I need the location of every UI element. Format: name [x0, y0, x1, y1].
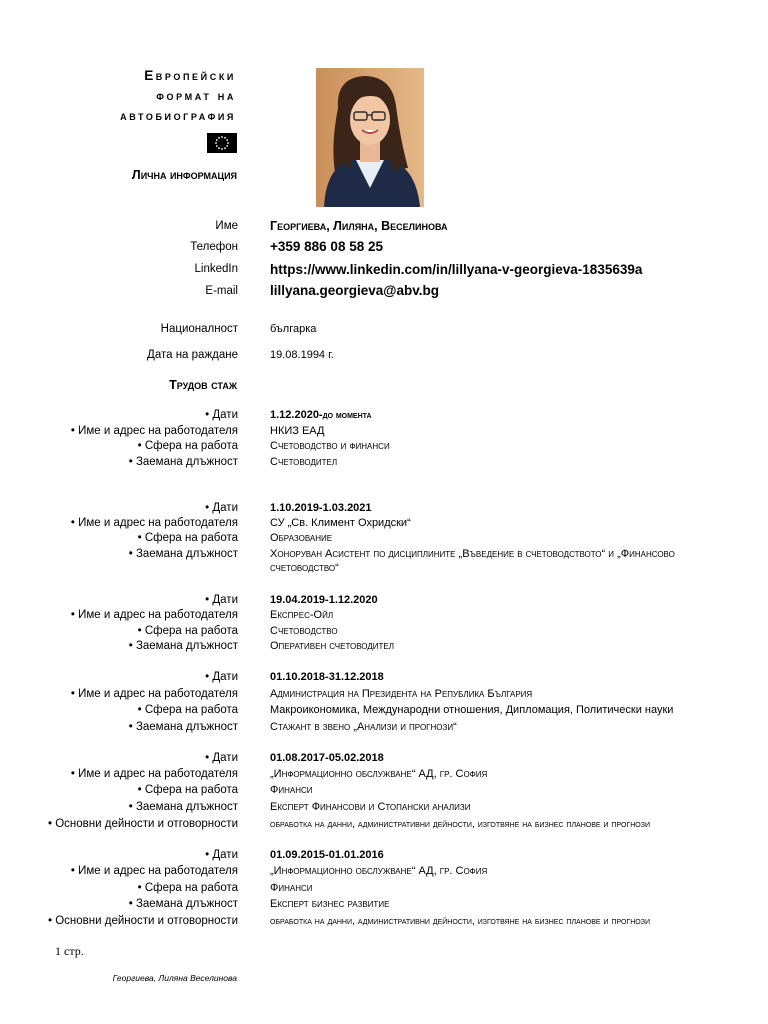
label-duties: • Основни дейности и отговорности	[48, 915, 238, 927]
value-nationality: българка	[270, 323, 317, 335]
label-employer: • Име и адрес на работодателя	[70, 688, 238, 700]
job-sector: Финанси	[270, 784, 313, 796]
job-sector: Счетоводство и финанси	[270, 440, 390, 452]
job-employer: Администрация на Президента на Република България	[270, 688, 533, 700]
label-phone: Телефон	[190, 241, 238, 253]
job-dates-start: 1.12.2020-	[270, 409, 323, 421]
page-number: 1 стр.	[55, 944, 84, 958]
job-sector: Счетоводство	[270, 625, 338, 637]
job-position: Счетоводител	[270, 456, 338, 468]
label-sector: • Сфера на работа	[137, 882, 238, 894]
label-birthdate: Дата на раждане	[147, 349, 238, 361]
job-dates: 01.08.2017-05.02.2018	[270, 752, 384, 764]
label-dates: • Дати	[205, 671, 238, 683]
label-sector: • Сфера на работа	[137, 784, 238, 796]
label-employer: • Име и адрес на работодателя	[70, 425, 238, 437]
job-position: Хоноруван Асистент по дисциплините „Въведение в счетоводството“ и „Финансово счетоводство“	[270, 548, 675, 574]
job-employer: „Информационно обслужване“ АД, гр. София	[270, 865, 488, 877]
job-dates	[270, 408, 372, 423]
label-position: • Заемана длъжност	[128, 640, 238, 652]
label-dates: • Дати	[205, 502, 238, 514]
job-dates-suffix: до момента	[322, 410, 372, 421]
document-header	[70, 66, 236, 126]
job-position: Експерт Финансови и Стопански анализи	[270, 801, 471, 813]
label-name: Име	[215, 220, 238, 232]
job-dates: 1.10.2019-1.03.2021	[270, 502, 372, 514]
job-sector: Макроикономика, Международни отношения, Дипломация, Политически науки	[270, 704, 674, 716]
job-dates: 01.10.2018-31.12.2018	[270, 671, 384, 683]
label-employer: • Име и адрес на работодателя	[70, 865, 238, 877]
job-employer: НКИЗ ЕАД	[270, 425, 325, 437]
label-sector: • Сфера на работа	[137, 704, 238, 716]
label-position: • Заемана длъжност	[128, 898, 238, 910]
value-birthdate: 19.08.1994 г.	[270, 349, 334, 361]
job-employer: Експрес-Ойл	[270, 609, 334, 621]
job-duties: обработка на данни, административни дейности, изготвяне на бизнес планове и прогнози	[270, 818, 650, 830]
value-name: Георгиева, Лиляна, Веселинова	[270, 219, 448, 233]
label-nationality: Националност	[160, 323, 238, 335]
label-dates: • Дати	[205, 752, 238, 764]
job-position: Стажант в звено „Анализи и прогнози“	[270, 721, 457, 733]
job-employer: СУ „Св. Климент Охридски“	[270, 517, 411, 529]
job-position: Оперативен счетоводител	[270, 640, 394, 652]
label-dates: • Дати	[205, 594, 238, 606]
label-position: • Заемана длъжност	[128, 801, 238, 813]
label-sector: • Сфера на работа	[137, 440, 238, 452]
job-dates: 01.09.2015-01.01.2016	[270, 849, 384, 861]
job-dates: 19.04.2019-1.12.2020	[270, 594, 378, 606]
job-sector: Образование	[270, 532, 333, 544]
header-line-3: автобиография	[120, 108, 236, 123]
label-dates: • Дати	[205, 409, 238, 421]
label-dates: • Дати	[205, 849, 238, 861]
value-phone: +359 886 08 58 25	[270, 239, 383, 254]
profile-photo	[316, 68, 424, 207]
label-linkedin: LinkedIn	[194, 263, 238, 275]
job-duties: обработка на данни, административни дейности, изготвяне на бизнес планове и прогнози	[270, 915, 650, 927]
job-employer: „Информационно обслужване“ АД, гр. София	[270, 768, 488, 780]
label-employer: • Име и адрес на работодателя	[70, 609, 238, 621]
footer-name: Георгиева, Лиляна Веселинова	[112, 973, 237, 983]
label-employer: • Име и адрес на работодателя	[70, 517, 238, 529]
header-line-2: формат на	[156, 88, 236, 103]
section-title-work: Трудов стаж	[169, 378, 237, 392]
job-position: Експерт бизнес развитие	[270, 898, 390, 910]
job-sector: Финанси	[270, 882, 313, 894]
section-title-personal: Лична информация	[131, 168, 237, 182]
header-line-1: Европейски	[144, 68, 236, 83]
label-position: • Заемана длъжност	[128, 721, 238, 733]
label-sector: • Сфера на работа	[137, 625, 238, 637]
value-linkedin-link[interactable]: https://www.linkedin.com/in/lillyana-v-georgieva-1835639a	[270, 262, 643, 277]
eu-flag-icon	[207, 133, 237, 153]
label-email: E-mail	[205, 285, 238, 297]
label-position: • Заемана длъжност	[128, 456, 238, 468]
label-employer: • Име и адрес на работодателя	[70, 768, 238, 780]
label-duties: • Основни дейности и отговорности	[48, 818, 238, 830]
label-sector: • Сфера на работа	[137, 532, 238, 544]
value-email-link[interactable]: lillyana.georgieva@abv.bg	[270, 283, 439, 298]
label-position: • Заемана длъжност	[128, 548, 238, 560]
